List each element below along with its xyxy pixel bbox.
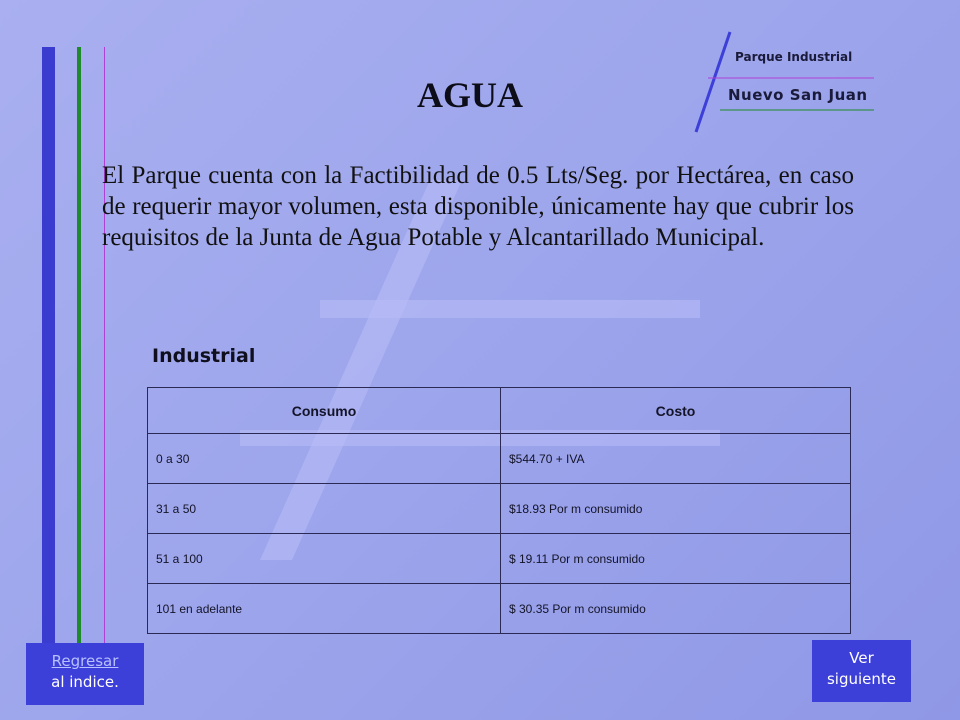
table-row — [148, 484, 851, 534]
consumo-cell: 101 en adelante — [148, 584, 501, 634]
table-row — [148, 434, 851, 484]
consumo-cell: 31 a 50 — [148, 484, 501, 534]
back-button-text: al indice. — [51, 673, 119, 691]
back-link[interactable]: Regresar — [51, 652, 119, 670]
rates-table — [147, 387, 851, 634]
table-row — [148, 584, 851, 634]
consumo-cell: 0 a 30 — [148, 434, 501, 484]
costo-cell: $ 30.35 Por m consumido — [501, 584, 851, 634]
costo-cell: $18.93 Por m consumido — [501, 484, 851, 534]
header-costo: Costo — [501, 388, 851, 434]
slide-paragraph: El Parque cuenta con la Factibilidad de 0.5 Lts/Seg. por Hectárea, en caso de requerir mayor volumen, esta disponible, únicamente hay que cubrir los requisitos de la Junta de Agua Potable y Alcantarillado Municipal. — [102, 162, 854, 251]
back-to-index-button[interactable] — [26, 643, 144, 705]
left-purple-line — [104, 47, 105, 647]
table-subtitle: Industrial — [152, 345, 256, 367]
consumo-cell: 51 a 100 — [148, 534, 501, 584]
costo-cell: $ 19.11 Por m consumido — [501, 534, 851, 584]
slide-title: AGUA — [417, 75, 523, 115]
next-button-line1: Ver — [849, 649, 874, 667]
logo-bottom-text: Nuevo San Juan — [728, 86, 868, 104]
table-header-row — [148, 388, 851, 434]
next-slide-button[interactable] — [812, 640, 911, 702]
costo-cell: $544.70 + IVA — [501, 434, 851, 484]
left-green-bar — [77, 47, 81, 647]
header-consumo: Consumo — [148, 388, 501, 434]
left-blue-bar — [42, 47, 55, 647]
logo-top-text: Parque Industrial — [735, 50, 853, 64]
next-button-line2: siguiente — [826, 670, 897, 688]
table-row — [148, 534, 851, 584]
